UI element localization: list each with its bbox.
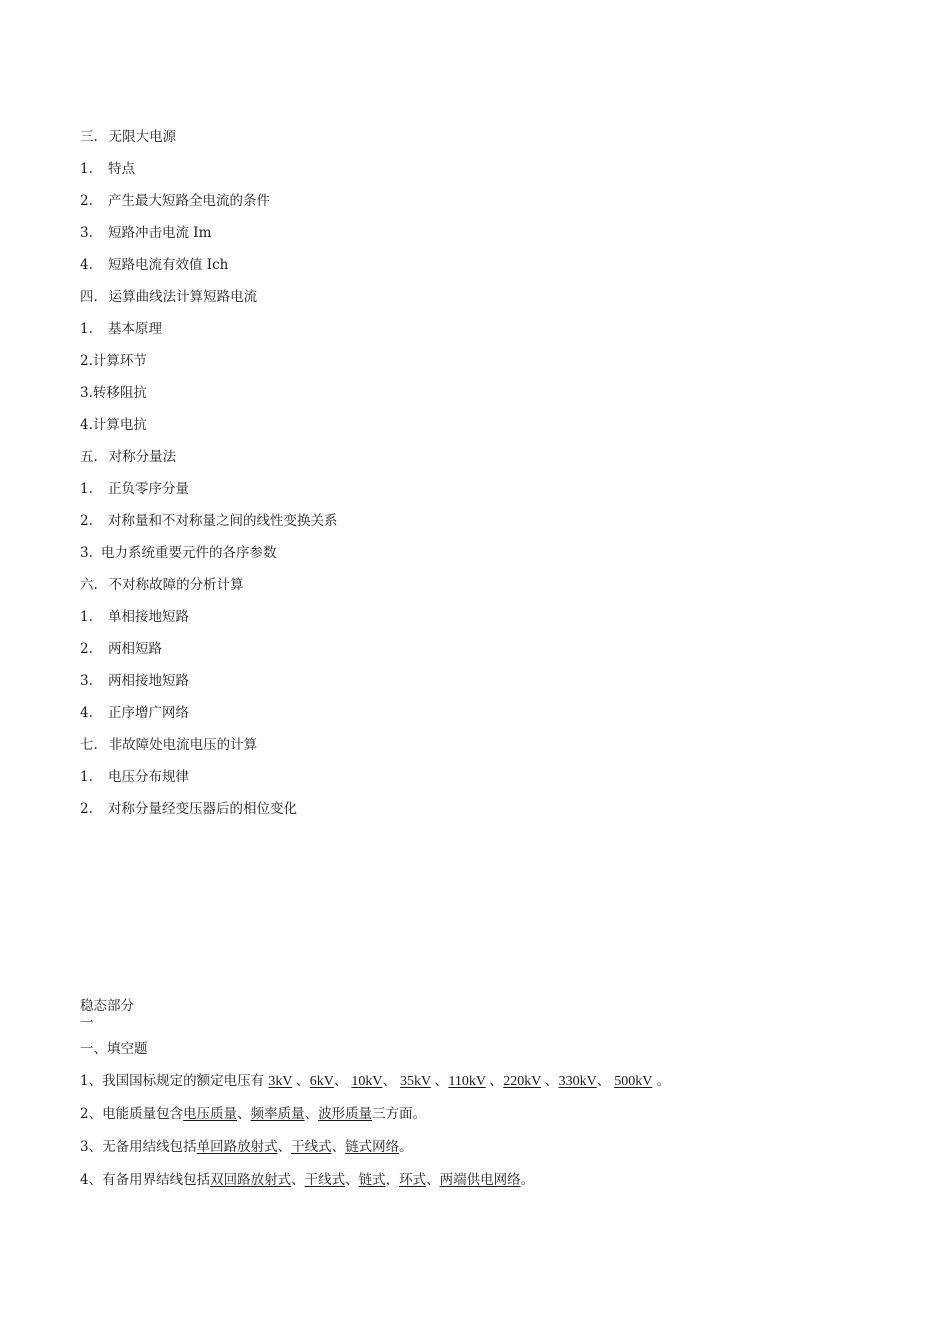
answer-blank: 波形质量 <box>318 1106 373 1122</box>
question-text: 2、电能质量包含 <box>80 1106 184 1122</box>
separator: 、 <box>485 1074 504 1089</box>
separator: 、 <box>541 1074 559 1089</box>
outline-text: 产生最大短路全电流的条件 <box>108 193 270 209</box>
steady-state-section <box>80 996 880 1202</box>
answer-blank: 双回路放射式 <box>210 1172 292 1188</box>
outline-item <box>80 350 880 382</box>
question-4 <box>80 1169 880 1202</box>
spacer <box>100 737 109 753</box>
outline-text: 电压分布规律 <box>108 769 189 785</box>
outline-text: 非故障处电流电压的计算 <box>108 737 258 753</box>
outline-text: 无限大电源 <box>108 129 177 145</box>
question-text: 1、我国国标规定的额定电压有 <box>80 1073 269 1089</box>
outline-number: 四. <box>80 289 98 305</box>
question-suffix: 。 <box>399 1139 413 1155</box>
question-suffix: 三方面。 <box>372 1106 427 1122</box>
outline-text: 正序增广网络 <box>108 705 189 721</box>
question-suffix: 。 <box>652 1073 671 1089</box>
outline-item <box>80 318 880 350</box>
spacer <box>100 129 109 145</box>
separator: 、 <box>426 1172 440 1188</box>
outline-text: 计算环节 <box>92 353 147 369</box>
outline-item <box>80 478 880 510</box>
outline-text: 两相短路 <box>108 641 162 657</box>
answer-blank: 3kV <box>268 1074 293 1089</box>
outline-text: 短路电流有效值 Ich <box>108 257 229 273</box>
answer-blank: 干线式 <box>291 1139 332 1155</box>
outline-text: 不对称故障的分析计算 <box>108 577 244 593</box>
outline-item <box>80 702 880 734</box>
answer-blank: 500kV <box>614 1074 653 1089</box>
outline-text: 对称分量经变压器后的相位变化 <box>108 801 297 817</box>
answer-blank: 10kV <box>351 1074 383 1089</box>
answer-blank: 35kV <box>400 1074 431 1089</box>
outline-item <box>80 254 880 286</box>
section-title: 稳态部分 <box>80 998 134 1014</box>
outline-text: 短路冲击电流 Im <box>108 225 212 241</box>
question-2 <box>80 1103 880 1136</box>
outline-number: 4. <box>80 417 93 433</box>
outline-number: 2. <box>80 353 93 369</box>
outline-item <box>80 670 880 702</box>
outline-number: 2. <box>80 193 93 209</box>
outline-item <box>80 222 880 254</box>
outline-number: 五. <box>80 449 98 465</box>
separator: 、 <box>596 1074 615 1089</box>
question-1 <box>80 1070 880 1103</box>
outline-text: 单相接地短路 <box>108 609 189 625</box>
answer-blank: 干线式 <box>304 1172 346 1188</box>
outline-number: 六. <box>80 577 98 593</box>
separator: 、 <box>430 1074 449 1089</box>
outline-item <box>80 382 880 414</box>
answer-blank: 220kV <box>503 1074 542 1089</box>
answer-blank: 电压质量 <box>183 1106 238 1122</box>
voltage-list <box>268 1074 652 1089</box>
outline-number: 1. <box>80 609 93 625</box>
outline-item <box>80 798 880 830</box>
outline-item <box>80 510 880 542</box>
fill-blank-heading: 一、填空题 <box>80 1041 148 1057</box>
outline-number: 2. <box>80 801 93 817</box>
outline-number: 3. <box>80 225 93 241</box>
answer-blank: 110kV <box>448 1074 486 1089</box>
separator: 、 <box>304 1106 319 1122</box>
separator: 、 <box>292 1074 310 1089</box>
outline-number: 七. <box>80 737 98 753</box>
question-text: 3、无备用结线包括 <box>80 1139 197 1155</box>
answer-blank: 链式 <box>358 1172 386 1188</box>
outline-item <box>80 766 880 798</box>
outline-text: 计算电抗 <box>92 417 147 433</box>
outline-number: 2. <box>80 641 93 657</box>
spacer <box>100 577 109 593</box>
outline-number: 1. <box>80 321 93 337</box>
separator: 、 <box>331 1139 346 1155</box>
outline-text: 对称分量法 <box>108 449 177 465</box>
separator: 、 <box>237 1106 251 1122</box>
spacer <box>100 289 109 305</box>
outline-text: 电力系统重要元件的各序参数 <box>101 545 277 561</box>
separator: ， <box>385 1172 400 1188</box>
separator: 、 <box>333 1074 352 1089</box>
separator: 、 <box>382 1074 400 1089</box>
question-3 <box>80 1136 880 1169</box>
outline-item <box>80 414 880 446</box>
question-suffix: 。 <box>520 1172 535 1188</box>
answer-blank: 链式网络 <box>345 1139 400 1155</box>
outline-text: 两相接地短路 <box>108 673 189 689</box>
outline-number: 2. <box>80 513 93 529</box>
outline-list <box>80 126 880 830</box>
answer-blank: 两端供电网络 <box>439 1172 521 1188</box>
outline-number: 3. <box>80 673 93 689</box>
separator: 、 <box>291 1172 305 1188</box>
outline-heading <box>80 446 880 478</box>
answer-blank: 330kV <box>558 1074 597 1089</box>
outline-number: 1. <box>80 769 93 785</box>
outline-item <box>80 158 880 190</box>
outline-text: 转移阻抗 <box>92 385 147 401</box>
spacer <box>100 449 109 465</box>
outline-heading <box>80 126 880 158</box>
outline-item <box>80 606 880 638</box>
outline-number: 4. <box>80 705 93 721</box>
outline-item <box>80 190 880 222</box>
outline-number: 4. <box>80 257 93 273</box>
outline-number: 1. <box>80 481 93 497</box>
answer-blank: 6kV <box>309 1074 334 1089</box>
outline-number: 3. <box>80 545 93 561</box>
outline-number: 3. <box>80 385 93 401</box>
separator: 、 <box>277 1139 292 1155</box>
answer-blank: 频率质量 <box>250 1106 305 1122</box>
answer-blank: 单回路放射式 <box>196 1139 278 1155</box>
outline-text: 特点 <box>108 161 135 177</box>
outline-text: 对称量和不对称量之间的线性变换关系 <box>108 513 338 529</box>
outline-text: 基本原理 <box>108 321 162 337</box>
section-mark: 一 <box>80 1015 94 1031</box>
question-text: 4、有备用界结线包括 <box>80 1172 211 1188</box>
outline-heading <box>80 286 880 318</box>
outline-number: 三. <box>80 129 98 145</box>
outline-item <box>80 638 880 670</box>
outline-heading <box>80 574 880 606</box>
outline-heading <box>80 734 880 766</box>
outline-text: 运算曲线法计算短路电流 <box>108 289 258 305</box>
outline-number: 1. <box>80 161 93 177</box>
answer-blank: 环式 <box>399 1172 427 1188</box>
outline-item <box>80 542 880 574</box>
outline-text: 正负零序分量 <box>108 481 189 497</box>
separator: 、 <box>345 1172 359 1188</box>
